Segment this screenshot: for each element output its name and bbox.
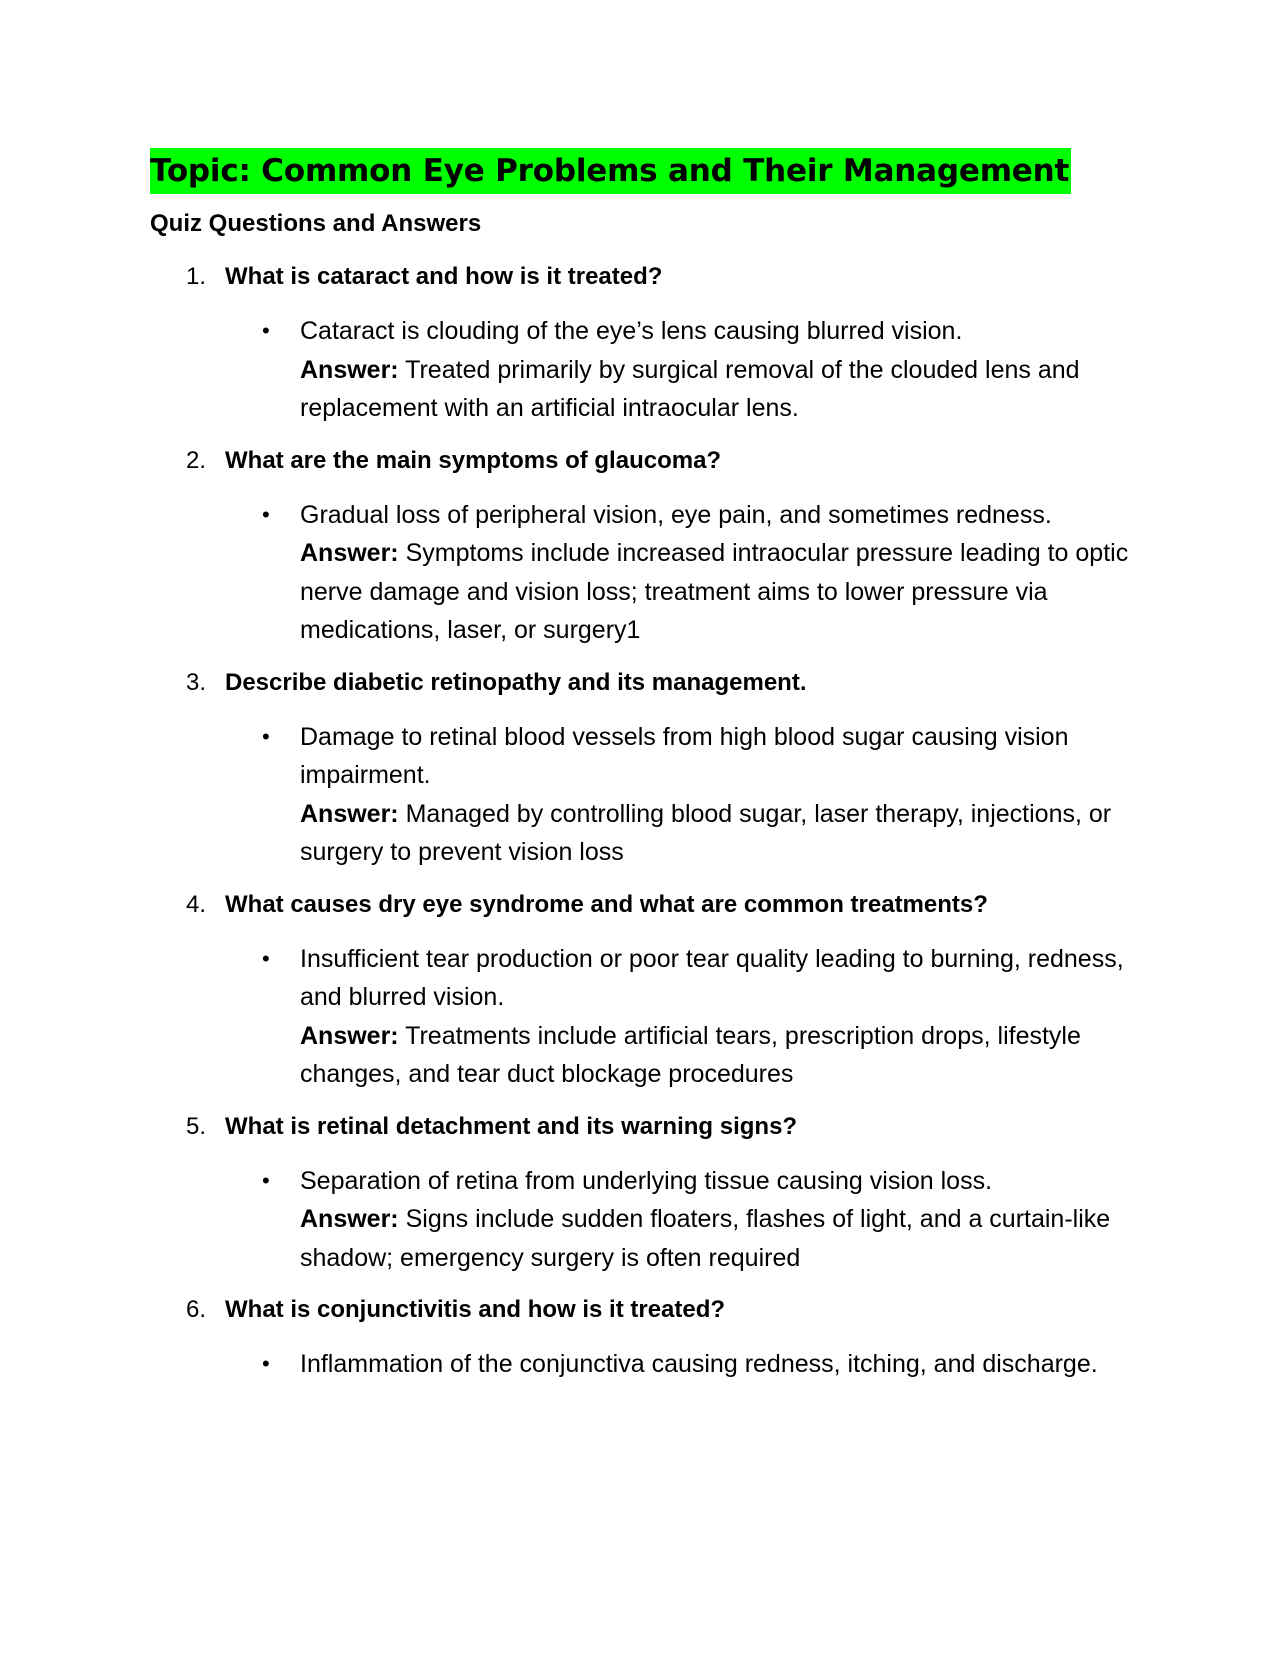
question-number: 5. [186, 1112, 207, 1140]
answer-line [300, 795, 1140, 872]
answer-item [262, 940, 1140, 1094]
answer-item [262, 496, 1140, 650]
question-description: Cataract is clouding of the eye’s lens causing blurred vision. [300, 317, 963, 345]
answer-line [300, 534, 1140, 650]
answer-label: Answer: [300, 1205, 399, 1233]
question-item [150, 1291, 1140, 1384]
answer-label: Answer: [300, 539, 399, 567]
bullet-icon: • [262, 501, 270, 527]
question-number: 3. [186, 668, 207, 696]
question-item [150, 1108, 1140, 1278]
answer-line [300, 351, 1140, 428]
question-item [150, 886, 1140, 1094]
question-list [150, 258, 1140, 1384]
question-number: 1. [186, 263, 207, 290]
answer-text: Managed by controlling blood sugar, laser therapy, injections, or surgery to prevent vision loss [300, 799, 1112, 866]
answer-list [150, 940, 1140, 1094]
question-number: 2. [186, 446, 207, 474]
answer-list [150, 718, 1140, 872]
answer-item [262, 312, 1140, 428]
question-item [150, 442, 1140, 650]
question-item [150, 258, 1140, 428]
question-text: What is cataract and how is it treated? [225, 263, 663, 290]
answer-item [262, 1162, 1140, 1278]
question-text: Describe diabetic retinopathy and its management. [225, 668, 807, 696]
answer-list [150, 312, 1140, 428]
question-text: What is retinal detachment and its warning signs? [225, 1112, 798, 1140]
question-description: Inflammation of the conjunctiva causing redness, itching, and discharge. [300, 1350, 1098, 1378]
question-number: 6. [186, 1296, 207, 1323]
answer-item [262, 718, 1140, 872]
document-page [150, 148, 1140, 1398]
question-text: What are the main symptoms of glaucoma? [225, 446, 722, 474]
question-text: What causes dry eye syndrome and what are common treatments? [225, 890, 988, 918]
question-text: What is conjunctivitis and how is it treated? [225, 1296, 726, 1323]
page-title: Topic: Common Eye Problems and Their Management [150, 148, 1071, 194]
answer-text: Treatments include artificial tears, prescription drops, lifestyle changes, and tear duct blockage procedures [300, 1021, 1081, 1088]
bullet-icon: • [262, 945, 270, 971]
answer-text: Symptoms include increased intraocular pressure leading to optic nerve damage and vision loss; treatment aims to lower pressure via medications, laser, or surgery1 [300, 539, 1129, 644]
question-description: Insufficient tear production or poor tear quality leading to burning, redness, and blurred vision. [300, 944, 1124, 1011]
answer-line [300, 1017, 1140, 1094]
answer-line [300, 1200, 1140, 1277]
answer-list [150, 1162, 1140, 1278]
answer-text: Treated primarily by surgical removal of the clouded lens and replacement with an artificial intraocular lens. [300, 355, 1080, 422]
bullet-icon: • [262, 723, 270, 749]
answer-label: Answer: [300, 355, 399, 384]
question-number: 4. [186, 890, 207, 918]
answer-list [150, 496, 1140, 650]
section-subtitle: Quiz Questions and Answers [150, 210, 482, 237]
bullet-icon: • [262, 1167, 270, 1193]
question-item [150, 664, 1140, 872]
question-description: Separation of retina from underlying tissue causing vision loss. [300, 1166, 993, 1195]
answer-list [150, 1345, 1140, 1384]
answer-item [262, 1345, 1140, 1384]
bullet-icon: • [262, 318, 270, 343]
question-description: Gradual loss of peripheral vision, eye pain, and sometimes redness. [300, 500, 1052, 529]
bullet-icon: • [262, 1351, 270, 1376]
question-description: Damage to retinal blood vessels from high blood sugar causing vision impairment. [300, 722, 1069, 789]
answer-text: Signs include sudden floaters, flashes of light, and a curtain-like shadow; emergency surgery is often required [300, 1205, 1111, 1272]
answer-label: Answer: [300, 1021, 399, 1050]
answer-label: Answer: [300, 799, 399, 828]
